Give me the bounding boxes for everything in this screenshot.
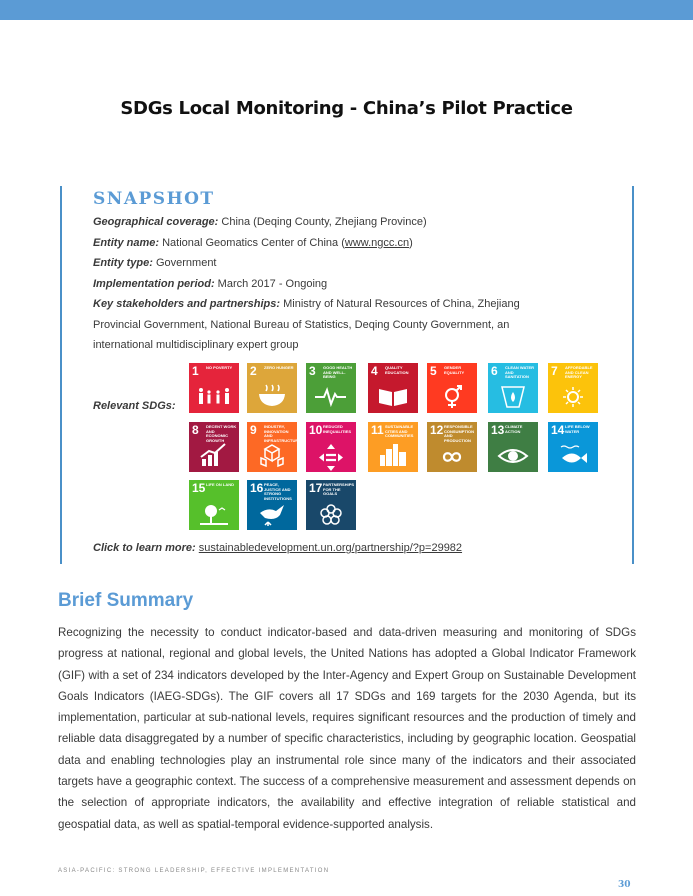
- sdg-number: 13: [491, 423, 505, 437]
- entity-website-link[interactable]: www.ngcc.cn: [344, 237, 410, 249]
- entity-label: Entity name:: [93, 237, 160, 249]
- sdg-number: 15: [192, 481, 206, 495]
- sdg-number: 7: [551, 364, 558, 378]
- geo-label: Geographical coverage:: [93, 216, 219, 228]
- sdg-10-tile: [306, 422, 356, 472]
- sdg-title: AFFORDABLE AND CLEAN ENERGY: [565, 365, 593, 380]
- page-number: 30: [618, 880, 631, 890]
- snapshot-left-rule: [60, 186, 62, 564]
- learn-more-row: [93, 542, 462, 554]
- sdg-6-tile: [488, 363, 538, 413]
- sdg-16-tile: [247, 480, 297, 530]
- stakeholders-label: Key stakeholders and partnerships:: [93, 298, 281, 310]
- sdg-title: CLEAN WATER AND SANITATION: [505, 365, 535, 380]
- brief-summary-text: Recognizing the necessity to conduct indicator-based and data-driven measuring and monitoring of SDGs progress at national, regional and global levels, the United Nations has adopted a Global Indicator Framework (GIF) with a set of 234 indicators developed by the Inter-Agency and Expert Group on Sustainable Development Goals Indicators (IAEG-SDGs). The GIF covers all 17 SDGs and 169 targets for the 2030 Agenda, but its implementation, particular at sub-national levels, requires significant resources and the production of timely and reliable data disaggregated by a number of specific characteristics, including by geographic location. Geospatial data and enabling technologies play an instrumental role since many of the indicators and their associated targets have a geographic context. The success of a comprehensive measurement and assessment depends on the selection of appropriate indicators, the availability and effective integration of reliable statistical and geospatial data, as well as spatial-temporal evidence-supported analysis.: [58, 626, 636, 831]
- sdg-number: 1: [192, 364, 199, 378]
- sdg-title: LIFE BELOW WATER: [565, 424, 590, 434]
- sdg-11-tile: [368, 422, 418, 472]
- sdg-title: REDUCED INEQUALITIES: [323, 424, 352, 434]
- sdg-1-tile: [189, 363, 239, 413]
- sdg-number: 12: [430, 423, 444, 437]
- sdg-title: RESPONSIBLE CONSUMPTION AND PRODUCTION: [444, 424, 474, 443]
- entity-value: National Geomatics Center of China (: [159, 237, 345, 249]
- sdg-number: 9: [250, 423, 257, 437]
- sdg-13-tile: [488, 422, 538, 472]
- implementation-period-row: [93, 278, 327, 290]
- stakeholders-row: [93, 298, 520, 310]
- sdg-3-tile: [306, 363, 356, 413]
- top-accent-bar: [0, 0, 693, 20]
- entity-close: ): [409, 237, 413, 249]
- stakeholders-line-1: Ministry of Natural Resources of China, Zhejiang: [280, 298, 520, 310]
- sdg-number: 2: [250, 364, 257, 378]
- relevant-sdgs-label: Relevant SDGs:: [93, 400, 176, 412]
- sdg-title: LIFE ON LAND: [206, 482, 234, 487]
- sdg-number: 5: [430, 364, 437, 378]
- sdg-number: 16: [250, 481, 264, 495]
- entity-type-row: [93, 257, 217, 269]
- sdg-title: SUSTAINABLE CITIES AND COMMUNITIES: [385, 424, 414, 439]
- partnership-link[interactable]: sustainabledevelopment.un.org/partnership/?p=29982: [198, 542, 463, 554]
- entity-name-row: [93, 237, 413, 249]
- geo-value: China (Deqing County, Zhejiang Province): [218, 216, 427, 228]
- snapshot-heading: SNAPSHOT: [93, 189, 215, 209]
- sdg-title: DECENT WORK AND ECONOMIC GROWTH: [206, 424, 237, 443]
- type-value: Government: [152, 257, 217, 269]
- geographical-coverage-row: [93, 216, 427, 228]
- stakeholders-line-2: Provincial Government, National Bureau of Statistics, Deqing County Government, an: [93, 319, 510, 331]
- sdg-number: 4: [371, 364, 378, 378]
- sdg-title: INDUSTRY, INNOVATION AND INFRASTRUCTURE: [264, 424, 301, 443]
- learn-more-label: Click to learn more:: [93, 542, 196, 554]
- sdg-9-tile: [247, 422, 301, 472]
- page-title: SDGs Local Monitoring - China’s Pilot Practice: [120, 98, 573, 119]
- sdg-title: NO POVERTY: [206, 365, 233, 370]
- sdg-number: 6: [491, 364, 498, 378]
- sdg-number: 14: [551, 423, 565, 437]
- sdg-8-tile: [189, 422, 239, 472]
- sdg-4-tile: [368, 363, 418, 413]
- sdg-number: 10: [309, 423, 323, 437]
- type-label: Entity type:: [93, 257, 153, 269]
- sdg-2-tile: [247, 363, 297, 413]
- sdg-12-tile: [427, 422, 477, 472]
- sdg-title: GOOD HEALTH AND WELL-BEING: [323, 365, 353, 380]
- sdg-5-tile: [427, 363, 477, 413]
- period-label: Implementation period:: [93, 278, 215, 290]
- sdg-number: 8: [192, 423, 199, 437]
- sdg-7-tile: [548, 363, 598, 413]
- stakeholders-line-3: international multidisciplinary expert group: [93, 339, 299, 351]
- footer-tagline: ASIA-PACIFIC: STRONG LEADERSHIP, EFFECTIVE IMPLEMENTATION: [58, 868, 330, 874]
- sdg-title: CLIMATE ACTION: [505, 424, 523, 434]
- sdg-number: 17: [309, 481, 323, 495]
- sdg-15-tile: [189, 480, 239, 530]
- sdg-number: 3: [309, 364, 316, 378]
- snapshot-right-rule: [632, 186, 634, 564]
- sdg-title: PEACE, JUSTICE AND STRONG INSTITUTIONS: [264, 482, 292, 501]
- sdg-title: QUALITY EDUCATION: [385, 365, 409, 375]
- sdg-number: 11: [371, 423, 384, 437]
- brief-summary-heading: Brief Summary: [58, 590, 194, 611]
- period-value: March 2017 - Ongoing: [214, 278, 328, 290]
- sdg-title: GENDER EQUALITY: [444, 365, 465, 375]
- sdg-17-tile: [306, 480, 356, 530]
- sdg-title: ZERO HUNGER: [264, 365, 294, 370]
- sdg-14-tile: [548, 422, 598, 472]
- sdg-title: PARTNERSHIPS FOR THE GOALS: [323, 482, 355, 497]
